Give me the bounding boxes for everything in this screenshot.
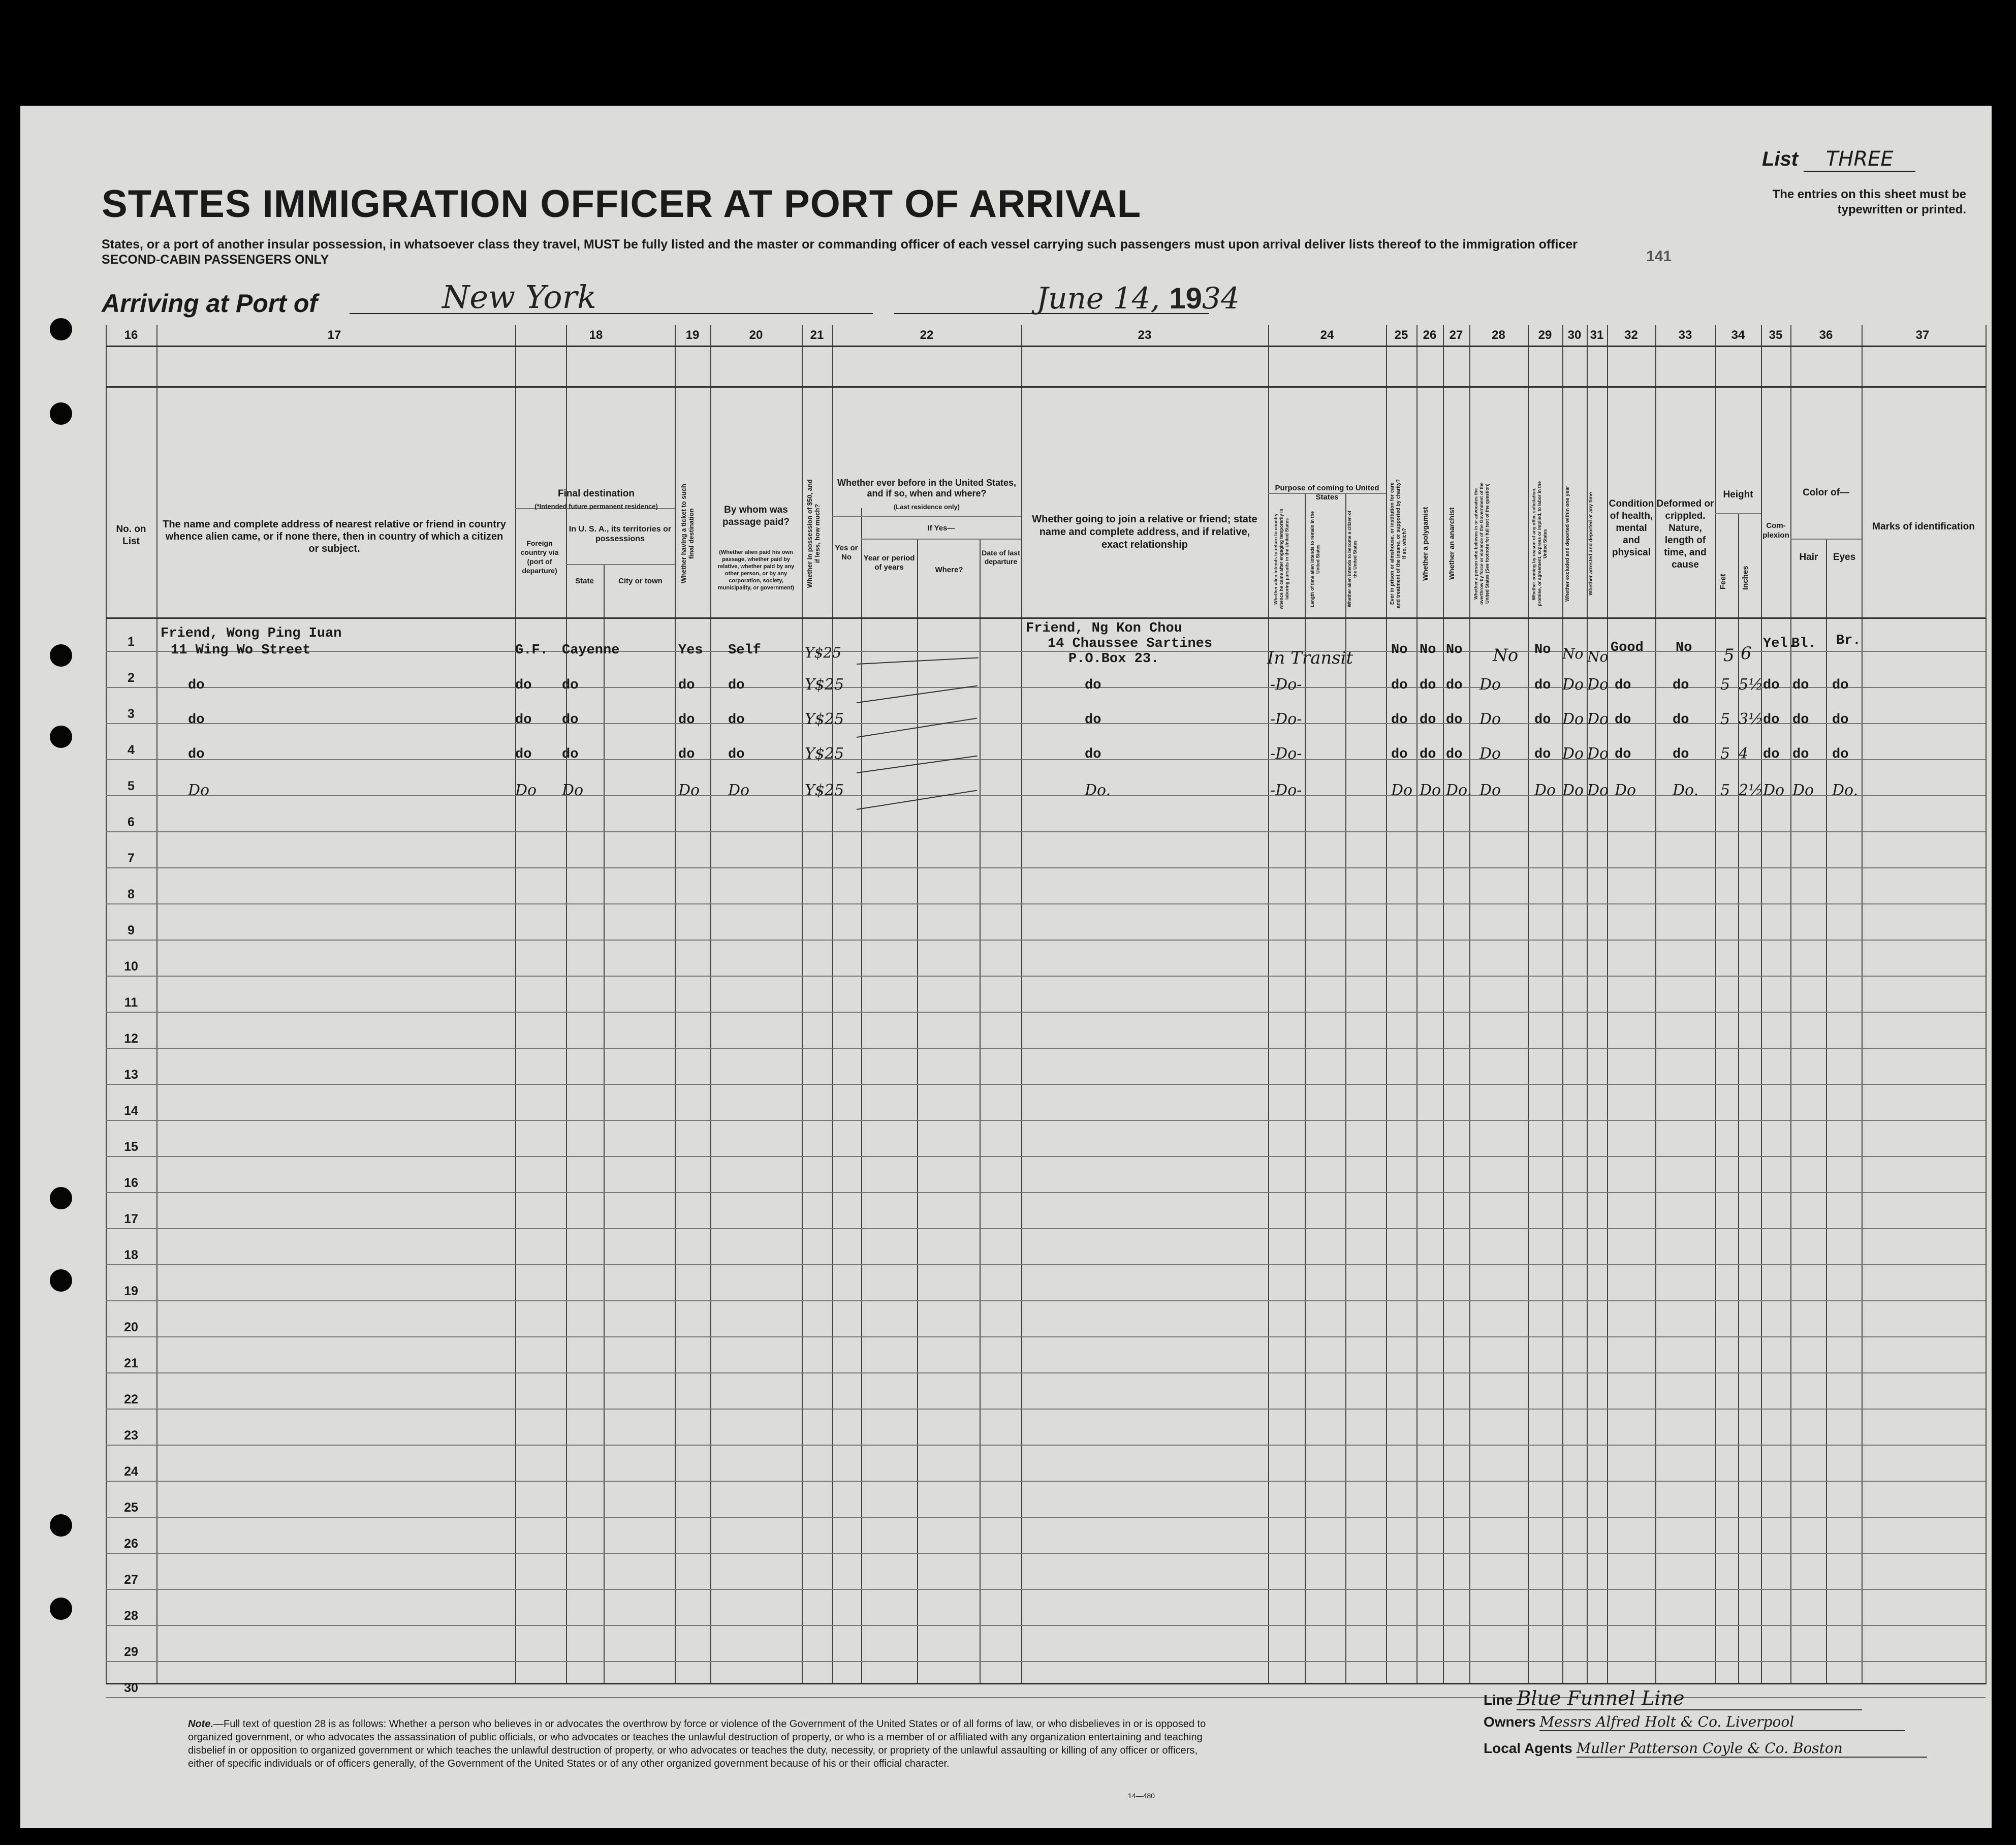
grid-sub-line — [1345, 493, 1346, 1684]
grid-horizontal-line — [106, 617, 1986, 619]
r1-inches: 6 — [1741, 643, 1752, 664]
row-number: 13 — [124, 1068, 138, 1082]
hdr-ticket: Whether having a ticket to such final destination — [680, 484, 695, 583]
col-number-34: 34 — [1731, 328, 1745, 342]
arriving-label: Arriving at Port of — [102, 289, 318, 318]
row-number: 6 — [128, 815, 135, 829]
r5-c27: Do. — [1446, 781, 1472, 799]
row-rule — [106, 795, 1986, 796]
hdr-c28: Whether a person who believes in or advocates the overthrow by force or violence of the Government of the United States (See footnote for full text of the question) — [1473, 482, 1490, 605]
col-number-17: 17 — [327, 328, 341, 342]
grid-horizontal-line — [106, 386, 1986, 388]
r1-join-line1: Friend, Ng Kon Chou — [1026, 621, 1182, 636]
row-number: 4 — [128, 743, 135, 757]
row-number: 17 — [124, 1212, 138, 1226]
header-sub-rule — [566, 564, 675, 565]
manifest-sheet — [20, 106, 1992, 1828]
col-number-31: 31 — [1590, 328, 1604, 342]
r2-money: Y$25 — [805, 676, 844, 694]
r1-deformed: No — [1676, 640, 1692, 655]
instructions-text — [102, 237, 1677, 267]
r3-deformed: do — [1673, 712, 1689, 728]
r4-c28: Do — [1479, 745, 1501, 763]
r2-city: do — [562, 678, 579, 693]
r5-money: Y$25 — [805, 781, 844, 799]
row-rule — [106, 1264, 1986, 1265]
steamship-line — [1484, 1687, 1862, 1710]
r3-city: do — [562, 712, 579, 728]
binder-hole — [50, 726, 72, 748]
sheet-number: 141 — [1646, 248, 1672, 265]
r5-complexion: Do — [1763, 781, 1785, 799]
r5-c30: Do — [1562, 781, 1584, 799]
instructions-line: States, or a port of another insular possession, in whatsoever class they travel, MUST be fully listed and the master or commanding officer of each vessel carrying such passengers must upon arrival deliver lists thereof to the immigration officer — [102, 237, 1578, 252]
year-prefix: 19 — [1169, 282, 1202, 315]
header-sub-rule — [861, 539, 1021, 540]
r2-purpose: -Do- — [1270, 676, 1302, 694]
row-rule — [106, 1625, 1986, 1626]
row-number: 9 — [128, 923, 135, 937]
r3-feet: 5 — [1720, 710, 1730, 728]
row-rule — [106, 1156, 1986, 1157]
page-title: STATES IMMIGRATION OFFICER AT PORT OF ARRIVAL — [102, 182, 1142, 226]
r1-relative-line2: 11 Wing Wo Street — [171, 643, 311, 658]
r5-state: Do — [515, 781, 537, 799]
row-number: 11 — [124, 995, 138, 1010]
row-rule — [106, 1228, 1986, 1229]
r3-c25: do — [1391, 712, 1408, 728]
r2-join: do — [1085, 678, 1101, 693]
row-rule — [106, 1084, 1986, 1085]
col-number-27: 27 — [1449, 328, 1463, 342]
r4-state: do — [515, 747, 532, 762]
r1-complexion: Yel. — [1763, 636, 1796, 651]
col-number-32: 32 — [1624, 328, 1638, 342]
hdr-if-yes: If Yes— — [927, 524, 955, 533]
r2-eyes: do — [1832, 678, 1849, 693]
year-suffix: 34 — [1202, 281, 1240, 316]
hdr-ever-before: Whether ever before in the United States, and if so, when and where? — [837, 478, 1017, 498]
r2-ticket: do — [678, 678, 695, 693]
col-number-35: 35 — [1769, 328, 1783, 342]
r2-state: do — [515, 678, 532, 693]
row-number: 12 — [124, 1031, 138, 1046]
row-rule — [106, 1336, 1986, 1337]
binder-hole — [50, 644, 72, 667]
r4-city: do — [562, 747, 579, 762]
r1-ticket: Yes — [678, 643, 703, 658]
r4-c26: do — [1420, 747, 1436, 762]
row-number: 29 — [124, 1645, 138, 1659]
r1-paid: Self — [728, 643, 761, 658]
r4-c25: do — [1391, 747, 1408, 762]
col-number-28: 28 — [1492, 328, 1505, 342]
hdr-where: Where? — [935, 566, 963, 574]
hdr-complexion: Com-plexion — [1762, 521, 1789, 540]
row-rule — [106, 1120, 1986, 1121]
r1-c25: No — [1391, 642, 1408, 658]
hdr-state: State — [575, 577, 594, 585]
row-number: 20 — [124, 1320, 138, 1334]
r4-purpose: -Do- — [1270, 745, 1302, 763]
r1-money: Y$25 — [805, 644, 841, 661]
r5-paid: Do — [728, 781, 750, 799]
r1-c29: No — [1534, 642, 1551, 658]
r3-relative: do — [188, 712, 205, 728]
r2-deformed: do — [1673, 678, 1689, 693]
hdr-purpose: Purpose of coming to United States — [1275, 484, 1379, 502]
row-number: 10 — [124, 959, 138, 974]
r5-eyes: Do. — [1832, 781, 1858, 799]
r2-c28: Do — [1479, 676, 1501, 694]
r5-deformed: Do. — [1673, 781, 1699, 799]
r4-paid: do — [728, 747, 745, 762]
hdr-c30: Whether excluded and deported within one year — [1565, 486, 1570, 602]
row-number: 23 — [124, 1428, 138, 1443]
row-number: 22 — [124, 1392, 138, 1406]
hdr-c26: Whether a polygamist — [1421, 507, 1429, 581]
r2-c25: do — [1391, 678, 1408, 693]
hdr-foreign-country: Foreign country via (port of departure) — [520, 539, 559, 575]
hdr-deformed: Deformed or crippled. Nature, length of time, and cause — [1656, 498, 1714, 570]
col-number-18: 18 — [589, 328, 603, 342]
list-label-text: List — [1762, 148, 1799, 170]
r3-state: do — [515, 712, 532, 728]
grid-sub-line — [1826, 539, 1827, 1684]
col-number-23: 23 — [1138, 328, 1152, 342]
hdr-health: Condition of health, mental and physical — [1609, 498, 1654, 558]
col-number-21: 21 — [810, 328, 824, 342]
row-rule — [106, 867, 1986, 868]
col-number-24: 24 — [1320, 328, 1334, 342]
row-number: 2 — [128, 671, 135, 685]
r5-c26: Do — [1420, 781, 1441, 799]
row-rule — [106, 1372, 1986, 1373]
hdr-in-usa: In U. S. A., its territories or possessions — [569, 525, 672, 543]
row-number: 30 — [124, 1681, 138, 1695]
r4-feet: 5 — [1720, 745, 1730, 763]
row-rule — [106, 1661, 1986, 1662]
row-rule — [106, 687, 1986, 688]
hdr-joining: Whether going to join a relative or friend; state name and complete address, and if relative, exact relationship — [1032, 514, 1257, 550]
r5-c29: Do — [1534, 781, 1556, 799]
form-code: 14—480 — [1128, 1792, 1155, 1800]
hdr-final-destination: Final destination — [558, 488, 635, 499]
r3-money: Y$25 — [805, 710, 844, 728]
binder-hole — [50, 1598, 72, 1620]
col-number-29: 29 — [1538, 328, 1552, 342]
r2-hair: do — [1792, 678, 1809, 693]
r2-relative: do — [188, 678, 205, 693]
r1-state: G.F. — [515, 643, 548, 658]
note-label: Note. — [188, 1718, 213, 1730]
grid-sub-line — [917, 539, 918, 1684]
line-value: Blue Funnel Line — [1517, 1687, 1862, 1710]
r3-c27: do — [1446, 712, 1463, 728]
binder-hole — [50, 1187, 72, 1209]
r5-c31: Do — [1587, 781, 1609, 799]
hdr-eyes: Eyes — [1833, 552, 1856, 562]
r3-paid: do — [728, 712, 745, 728]
hdr-final-destination-note: (*Intended future permanent residence) — [534, 503, 658, 510]
binder-hole — [50, 402, 72, 425]
col-number-25: 25 — [1394, 328, 1408, 342]
r2-paid: do — [728, 678, 745, 693]
hdr-color-of: Color of— — [1803, 487, 1849, 498]
hdr-feet: Feet — [1719, 574, 1727, 590]
r4-join: do — [1085, 747, 1101, 762]
row-number: 19 — [124, 1284, 138, 1298]
r5-feet: 5 — [1720, 781, 1730, 799]
grid-sub-line — [861, 508, 862, 1684]
row-number: 16 — [124, 1176, 138, 1190]
hdr-city: City or town — [618, 577, 663, 585]
local-agents — [1484, 1740, 1927, 1758]
r4-c30: Do — [1562, 745, 1584, 763]
row-rule — [106, 1192, 1986, 1193]
hdr-yes-no: Yes or No — [835, 544, 858, 561]
col-number-33: 33 — [1678, 328, 1692, 342]
grid-bottom-line — [106, 1683, 1986, 1684]
row-rule — [106, 903, 1986, 904]
r1-c31: No — [1587, 648, 1609, 665]
binder-hole — [50, 1514, 72, 1537]
grid-sub-line — [980, 539, 981, 1684]
r1-c26: No — [1420, 642, 1436, 658]
r5-join: Do. — [1085, 781, 1111, 799]
owners-label: Owners — [1484, 1714, 1536, 1730]
footer-note — [188, 1717, 1214, 1770]
grid-vertical-line — [1986, 325, 1987, 1684]
row-rule — [106, 1409, 1986, 1410]
row-number: 5 — [128, 779, 135, 793]
hdr-nearest-relative: The name and complete address of nearest relative or friend in country whence alien came, or if none there, then in country of which a citizen or subject. — [163, 519, 506, 554]
r4-eyes: do — [1832, 747, 1849, 762]
r3-inches: 3½ — [1739, 710, 1763, 728]
row-rule — [106, 651, 1986, 652]
r1-join-line2: 14 Chaussee Sartines — [1048, 636, 1213, 651]
r1-join-line3: P.O.Box 23. — [1068, 651, 1159, 667]
header-sub-rule — [1790, 539, 1862, 540]
r1-eyes: Br. — [1836, 633, 1861, 648]
header-sub-rule — [832, 516, 1021, 517]
grid-sub-line — [1305, 493, 1306, 1684]
row-rule — [106, 1481, 1986, 1482]
r2-c27: do — [1446, 678, 1463, 693]
r2-inches: 5½ — [1739, 676, 1763, 694]
r1-city: Cayenne — [562, 643, 620, 658]
r2-c26: do — [1420, 678, 1436, 693]
agents-value: Muller Patterson Coyle & Co. Boston — [1577, 1740, 1927, 1758]
r3-hair: do — [1792, 712, 1809, 728]
r4-c29: do — [1534, 747, 1551, 762]
col-number-20: 20 — [749, 328, 763, 342]
r4-c31: Do — [1587, 745, 1609, 763]
col-number-36: 36 — [1819, 328, 1833, 342]
r1-feet: 5 — [1723, 645, 1735, 666]
cabin-class: SECOND-CABIN PASSENGERS ONLY — [102, 253, 329, 267]
r5-hair: Do — [1792, 781, 1814, 799]
note-text: —Full text of question 28 is as follows: Whether a person who believes in or advocates the overthrow by force or violence of the Government of the United States or of all forms of law, or who disbelieves in or is opposed to organized government, or who advocates the assassination of public officials, or who advocates or teaches the unlawful destruction of property, or who is a member of or affiliated with any organization entertaining and teaching disbelief in or opposition to organized government or which teaches the unlawful destruction of property, or who advocates or teaches the duty, necessity, or propriety of the unlawful assaulting or killing of any officer or officers, either of specific individuals or of officers generally, of the Government of the United States or of any other organized government because of his or their official character. — [188, 1718, 1206, 1769]
line-label: Line — [1484, 1692, 1513, 1708]
r1-hair: Bl. — [1791, 636, 1816, 651]
hdr-date-departure: Date of last departure — [982, 549, 1020, 566]
r3-c26: do — [1420, 712, 1436, 728]
entries-note: The entries on this sheet must be typewritten or printed. — [1772, 187, 1966, 216]
r1-c30: No — [1562, 645, 1584, 662]
r4-c27: do — [1446, 747, 1463, 762]
r4-complexion: do — [1763, 747, 1780, 762]
hdr-last-residence: (Last residence only) — [893, 503, 960, 511]
agents-label: Local Agents — [1484, 1740, 1572, 1756]
r3-health: do — [1615, 712, 1631, 728]
r5-relative: Do — [188, 781, 210, 799]
row-number: 1 — [128, 635, 135, 649]
row-number: 7 — [128, 851, 135, 865]
r1-purpose: In Transit — [1267, 648, 1353, 668]
col-number-19: 19 — [685, 328, 700, 342]
owners-value: Messrs Alfred Holt & Co. Liverpool — [1539, 1713, 1905, 1731]
hdr-possession-50: Whether in possession of $50, and if less, how much? — [806, 479, 821, 588]
hdr-by-whom: By whom was passage paid? — [722, 505, 790, 527]
hdr-purpose-a: Whether alien intends to return to country whence he came after engaging temporarily in laboring pursuits in the United States — [1273, 508, 1289, 610]
r5-city: Do — [562, 781, 584, 799]
row-rule — [106, 976, 1986, 977]
hdr-marks: Marks of identification — [1872, 521, 1975, 532]
r4-money: Y$25 — [805, 745, 844, 763]
r2-c31: Do — [1587, 676, 1609, 694]
r2-complexion: do — [1763, 678, 1780, 693]
r1-health: Good — [1611, 640, 1644, 655]
r2-feet: 5 — [1720, 676, 1730, 694]
r3-purpose: -Do- — [1270, 710, 1302, 728]
r2-c30: Do — [1562, 676, 1584, 694]
manifest-grid — [106, 325, 1986, 1695]
hdr-inches: Inches — [1741, 566, 1750, 590]
date-value: June 14, 1934 — [1036, 281, 1240, 316]
r2-health: do — [1615, 678, 1631, 693]
hdr-height: Height — [1723, 489, 1753, 500]
row-number: 27 — [124, 1573, 138, 1587]
r5-c28: Do — [1479, 781, 1501, 799]
row-number: 26 — [124, 1537, 138, 1551]
row-number: 18 — [124, 1248, 138, 1262]
binder-hole — [50, 318, 72, 340]
row-rule — [106, 1012, 1986, 1013]
r1-relative-line1: Friend, Wong Ping Iuan — [161, 626, 342, 641]
col-number-16: 16 — [124, 328, 138, 342]
row-number: 3 — [128, 707, 135, 721]
r3-c29: do — [1534, 712, 1551, 728]
row-rule — [106, 1048, 1986, 1049]
hdr-by-whom-note: (Whether alien paid his own passage, whether paid by relative, whether paid by any other person, or by any corporation, society, municipality, or government) — [717, 549, 795, 591]
row-number: 15 — [124, 1140, 138, 1154]
row-rule — [106, 1517, 1986, 1518]
col-number-22: 22 — [920, 328, 934, 342]
grid-horizontal-line — [106, 346, 1986, 347]
r5-purpose: -Do- — [1270, 781, 1302, 799]
row-number: 28 — [124, 1609, 138, 1623]
binder-hole — [50, 1269, 72, 1292]
hdr-c25: Ever in prison or almshouse, or institution for care and treatment of the insane, or supported by charity? If so, which? — [1390, 479, 1407, 608]
hdr-hair: Hair — [1799, 552, 1818, 562]
r2-c29: do — [1534, 678, 1551, 693]
r1-c27: No — [1446, 642, 1463, 658]
col-number-37: 37 — [1915, 328, 1930, 342]
r5-health: Do — [1615, 781, 1636, 799]
row-rule — [106, 723, 1986, 724]
col-number-26: 26 — [1423, 328, 1437, 342]
port-value: New York — [442, 278, 596, 316]
port-underline — [350, 313, 873, 314]
owners — [1484, 1713, 1905, 1731]
hdr-no-on-list: No. on List — [116, 524, 146, 547]
row-number: 24 — [124, 1464, 138, 1479]
r4-inches: 4 — [1739, 745, 1749, 763]
r3-eyes: do — [1832, 712, 1849, 728]
r4-relative: do — [188, 747, 205, 762]
hdr-purpose-b: Length of time alien intends to remain in the United States — [1310, 511, 1320, 607]
r4-hair: do — [1792, 747, 1809, 762]
r3-c31: Do — [1587, 710, 1609, 728]
header-sub-rule — [1715, 513, 1761, 514]
row-number: 25 — [124, 1500, 138, 1515]
r3-c30: Do — [1562, 710, 1584, 728]
row-rule — [106, 831, 1986, 832]
r4-health: do — [1615, 747, 1631, 762]
row-rule — [106, 1300, 1986, 1301]
r5-inches: 2½ — [1739, 781, 1763, 799]
row-rule — [106, 1553, 1986, 1554]
row-number: 21 — [124, 1356, 138, 1370]
row-rule — [106, 759, 1986, 760]
row-number: 8 — [128, 887, 135, 901]
row-rule — [106, 1589, 1986, 1590]
col-number-30: 30 — [1567, 328, 1582, 342]
r1-c28: No — [1493, 645, 1519, 666]
hdr-purpose-c: Whether alien intends to become a citizen of the United States — [1347, 510, 1358, 608]
r3-join: do — [1085, 712, 1101, 728]
hdr-year-period: Year or period of years — [863, 554, 915, 572]
row-rule — [106, 940, 1986, 941]
date-month-day: June 14 — [1036, 281, 1151, 316]
hdr-c29: Whether coming by reason of any offer, solicitation, promise, or agreement, express or implied, to labor in the United States — [1531, 481, 1548, 607]
r5-c25: Do — [1391, 781, 1413, 799]
r4-deformed: do — [1673, 747, 1689, 762]
row-rule — [106, 1445, 1986, 1446]
r5-ticket: Do — [678, 781, 700, 799]
r3-ticket: do — [678, 712, 695, 728]
r4-ticket: do — [678, 747, 695, 762]
hdr-c27: Whether an anarchist — [1447, 507, 1456, 580]
list-number: THREE — [1804, 147, 1915, 172]
r3-c28: Do — [1479, 710, 1501, 728]
list-label — [1762, 147, 1915, 172]
hdr-c31: Whether arrested and deported at any time — [1588, 492, 1594, 596]
r3-complexion: do — [1763, 712, 1780, 728]
row-number: 14 — [124, 1104, 138, 1118]
